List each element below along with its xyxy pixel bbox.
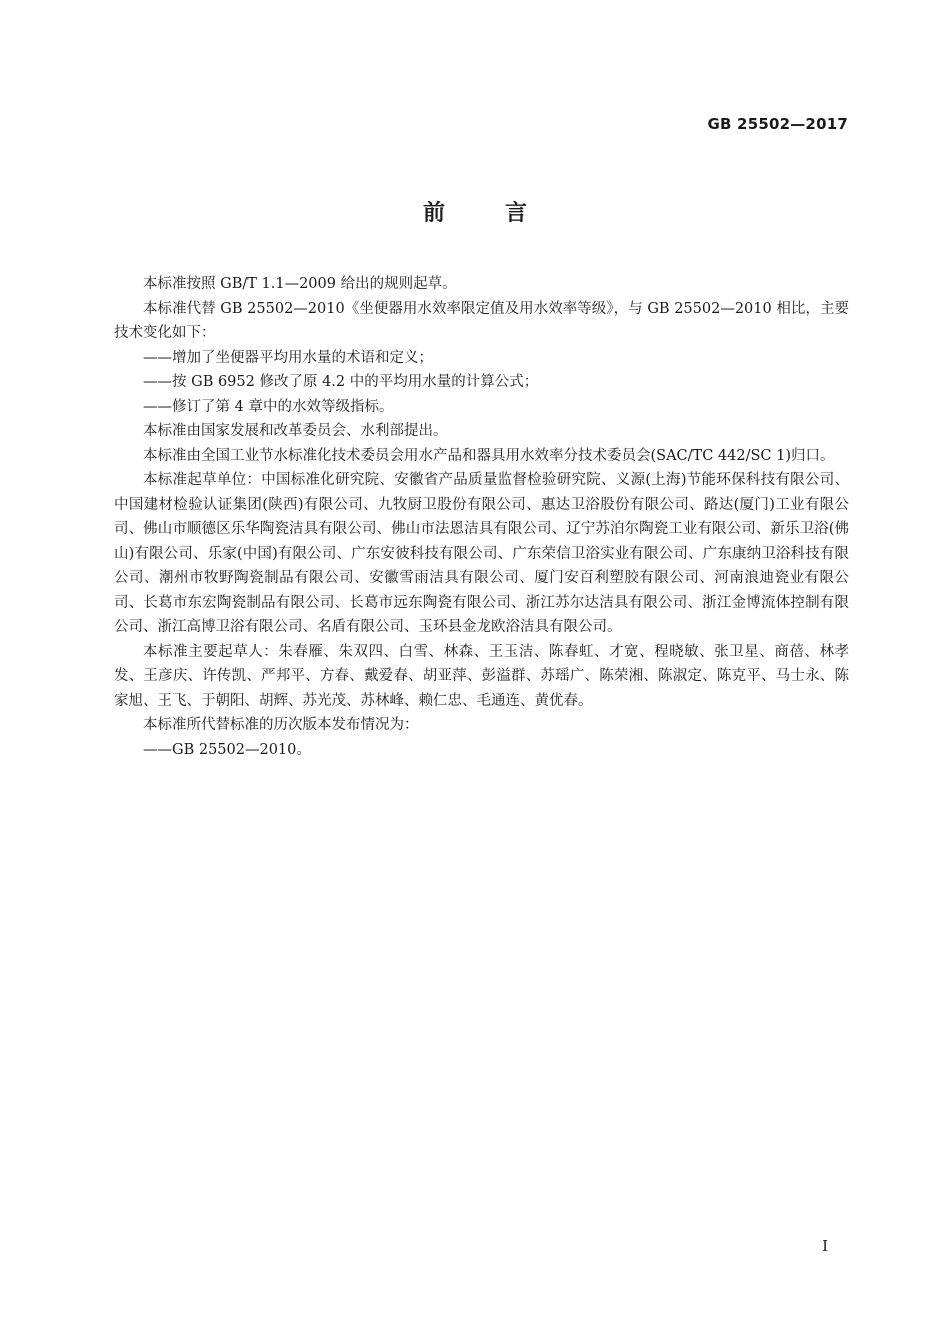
paragraph-proposed-by: 本标准由国家发展和改革委员会、水利部提出。	[143, 423, 448, 439]
page-title: 前言	[422, 201, 587, 226]
paragraph-centralized-by: 本标准由全国工业节水标准化技术委员会用水产品和器具用水效率分技术委员会(SAC/TC 442/SC 1)归口。	[143, 447, 835, 464]
paragraph-replaces: 本标准代替 GB 25502—2010《坐便器用水效率限定值及用水效率等级》，与 GB 25502—2010 相比，主要技术变化如下：	[114, 300, 849, 341]
standard-number: GB 25502—2017	[707, 115, 848, 133]
paragraph-previous-versions: 本标准所代替标准的历次版本发布情况为：	[143, 717, 419, 733]
previous-version-item: ——GB 25502—2010。	[143, 741, 311, 758]
page-number: I	[822, 1237, 828, 1255]
change-item-formula: ——按 GB 6952 修改了原 4.2 中的平均用水量的计算公式；	[143, 374, 539, 390]
change-item-definition: ——增加了坐便器平均用水量的术语和定义；	[143, 349, 433, 366]
paragraph-drafters: 本标准主要起草人：朱春雁、朱双四、白雪、林森、王玉洁、陈春虹、才宽、程晓敏、张卫星、商蓓、林孝发、王彦庆、许传凯、严邦平、方春、戴爱春、胡亚萍、彭溢群、苏瑶广、陈荣湘、陈淑定、陈克平、马士永、陈家旭、王飞、于朝阳、胡辉、苏光茂、苏林峰、赖仁忠、毛通连、黄优春。	[114, 643, 849, 709]
change-item-grades: ——修订了第 4 章中的水效等级指标。	[143, 398, 394, 415]
paragraph-drafting-units: 本标准起草单位：中国标准化研究院、安徽省产品质量监督检验研究院、义源(上海)节能环保科技有限公司、中国建材检验认证集团(陕西)有限公司、九牧厨卫股份有限公司、惠达卫浴股份有限公司、路达(厦门)工业有限公司、佛山市顺德区乐华陶瓷洁具有限公司、佛山市法恩洁具有限公司、辽宁苏泊尔陶瓷工业有限公司、新乐卫浴(佛山)有限公司、乐家(中国)有限公司、广东安彼科技有限公司、广东荣信卫浴实业有限公司、广东康纳卫浴科技有限公司、潮州市牧野陶瓷制品有限公司、安徽雪雨洁具有限公司、厦门安百利塑胶有限公司、河南浪迪瓷业有限公司、长葛市东宏陶瓷制品有限公司、长葛市远东陶瓷有限公司、浙江苏尔达洁具有限公司、浙江金博流体控制有限公司、浙江高博卫浴有限公司、名盾有限公司、玉环县金龙欧浴洁具有限公司。	[114, 472, 849, 635]
foreword-body	[114, 272, 849, 762]
paragraph-drafting-rules: 本标准按照 GB/T 1.1—2009 给出的规则起草。	[143, 276, 457, 292]
